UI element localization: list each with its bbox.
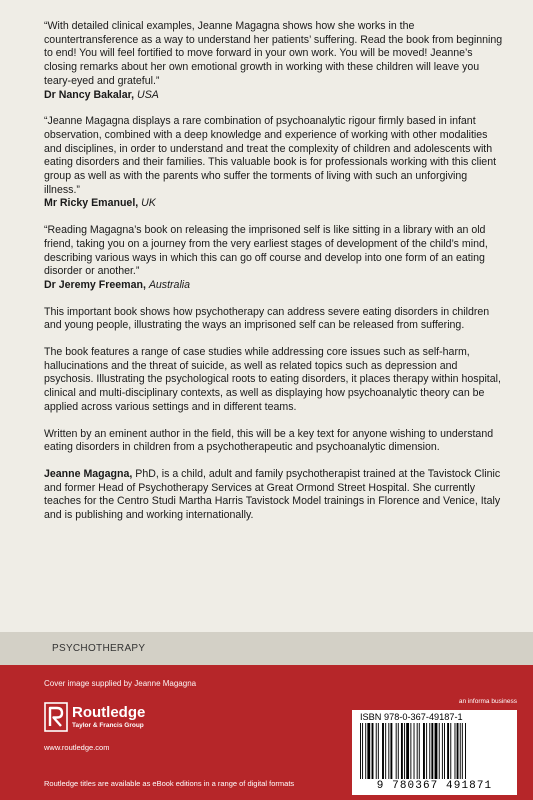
barcode-bar [406, 723, 409, 779]
routledge-r-icon [44, 702, 68, 732]
barcode-bar [382, 723, 384, 779]
barcode-bar [401, 723, 403, 779]
publisher-group: Taylor & Francis Group [72, 722, 144, 729]
description-paragraph: Written by an eminent author in the field, this will be a key text for anyone wishing to understand eating disorders in children from a psychotherapeutic and psychoanalytic dimension. [44, 427, 494, 454]
barcode-bar [455, 723, 456, 779]
description-paragraph: This important book shows how psychotherapy can address severe eating disorders in children and young people, illustrating the ways an imprisoned self can be released from suffering. [44, 305, 490, 332]
barcode-bar [439, 723, 440, 779]
publisher-footer [0, 665, 533, 800]
isbn-text: ISBN 978-0-367-49187-1 [360, 712, 463, 722]
barcode-digits: 9 780367 491871 [376, 780, 493, 792]
barcode-icon [360, 723, 510, 779]
informa-label: an informa business [458, 698, 517, 705]
review-quote: “Jeanne Magagna displays a rare combination of psychoanalytic rigour firmly based in infant observation, combined with a deep knowledge and experience of working with other modalities and disciplines, in order to understand and treat the complexity of children and adolescents with eating disorders and their families. This valuable book is for professionals working with this client group as well as with the parents who suffer the torments of living with such an unforgiving illness.” [44, 115, 497, 196]
cover-credit: Cover image supplied by Jeanne Magagna [44, 679, 197, 688]
barcode-bar [426, 723, 427, 779]
barcode-bar [431, 723, 433, 779]
barcode-bar [385, 723, 386, 779]
barcode-bar [460, 723, 461, 779]
reviewer-name: Dr Jeremy Freeman [44, 278, 143, 291]
barcode-bar [417, 723, 418, 779]
subject-bar [0, 632, 533, 665]
barcode-bar [444, 723, 445, 779]
reviewer-location: Australia [148, 278, 191, 291]
subject-label: PSYCHOTHERAPY [52, 643, 146, 654]
publisher-name: Routledge [72, 704, 146, 721]
barcode-bar [457, 723, 459, 779]
barcode-bar [396, 723, 397, 779]
barcode-bar [429, 723, 430, 779]
back-cover-text [44, 20, 504, 536]
barcode-box [352, 710, 517, 795]
review-attribution: Dr Nancy Bakalar, USA [44, 88, 159, 101]
barcode-bar [360, 723, 361, 779]
barcode-bar [462, 723, 463, 779]
review-quote: “With detailed clinical examples, Jeanne Magagna shows how she works in the countertransference as a way to understand her patients’ suffering. Read the book from beginning to end! You will feel fortified to move forward in your own work. You will be moved! Jeanne’s closing remarks about her own emotional growth in working with these children will leave you teary-eyed and grateful.” [44, 20, 503, 87]
routledge-logo [44, 702, 164, 736]
barcode-bar [362, 723, 363, 779]
barcode-bar [378, 723, 379, 779]
author-name: Jeanne Magagna, [44, 467, 133, 480]
barcode-bar [367, 723, 370, 779]
review-quote: “Reading Magagna’s book on releasing the imprisoned self is like sitting in a library with an old friend, taking you on a journey from the very earliest stages of development of the child’s mind, describing various ways in which this can go off course and develop into one form of an eating disorder or another.” [44, 224, 488, 278]
barcode-bar [398, 723, 399, 779]
barcode-bar [447, 723, 449, 779]
author-bio [44, 468, 504, 523]
ebook-note: Routledge titles are available as eBook editions in a range of digital formats [44, 779, 295, 788]
barcode-bar [465, 723, 466, 779]
review-attribution: Dr Jeremy Freeman, Australia [44, 278, 191, 291]
review [44, 224, 504, 293]
barcode-bar [410, 723, 411, 779]
barcode-bar [388, 723, 389, 779]
barcode-bar [376, 723, 377, 779]
review [44, 115, 504, 211]
barcode-bar [365, 723, 366, 779]
review-attribution: Mr Ricky Emanuel, UK [44, 197, 156, 210]
review [44, 20, 504, 102]
barcode-bar [435, 723, 438, 779]
publisher-website: www.routledge.com [44, 743, 110, 752]
barcode-bar [414, 723, 415, 779]
barcode-bar [419, 723, 420, 779]
barcode-bar [390, 723, 392, 779]
barcode-bar [404, 723, 405, 779]
reviewer-name: Dr Nancy Bakalar [44, 88, 132, 101]
barcode-area [352, 698, 517, 796]
reviewer-location: UK [141, 197, 156, 210]
barcode-bar [450, 723, 451, 779]
barcode-bar [423, 723, 425, 779]
reviewer-name: Mr Ricky Emanuel [44, 197, 136, 210]
reviewer-location: USA [137, 88, 159, 101]
description-paragraph: The book features a range of case studies while addressing core issues such as self-harm, hallucinations and the threat of suicide, as well as related topics such as depression and psychosis. Illustrating the psychological roots to eating disorders, it places therapy within hospital, clinical and multi-disciplinary contexts, as well as displaying how psychoanalytic theory can be applied across various settings and in different teams. [44, 346, 501, 413]
barcode-bar [372, 723, 374, 779]
barcode-bar [442, 723, 443, 779]
author-bio-text: PhD, is a child, adult and family psychotherapist trained at the Tavistock Clinic and former Head of Psychotherapy Services at Great Ormond Street Hospital. She currently teaches for the Centro Studi Martha Harris Tavistock Model trainings in Florence and Venice, Italy and is publishing and working internationally. [44, 467, 501, 522]
